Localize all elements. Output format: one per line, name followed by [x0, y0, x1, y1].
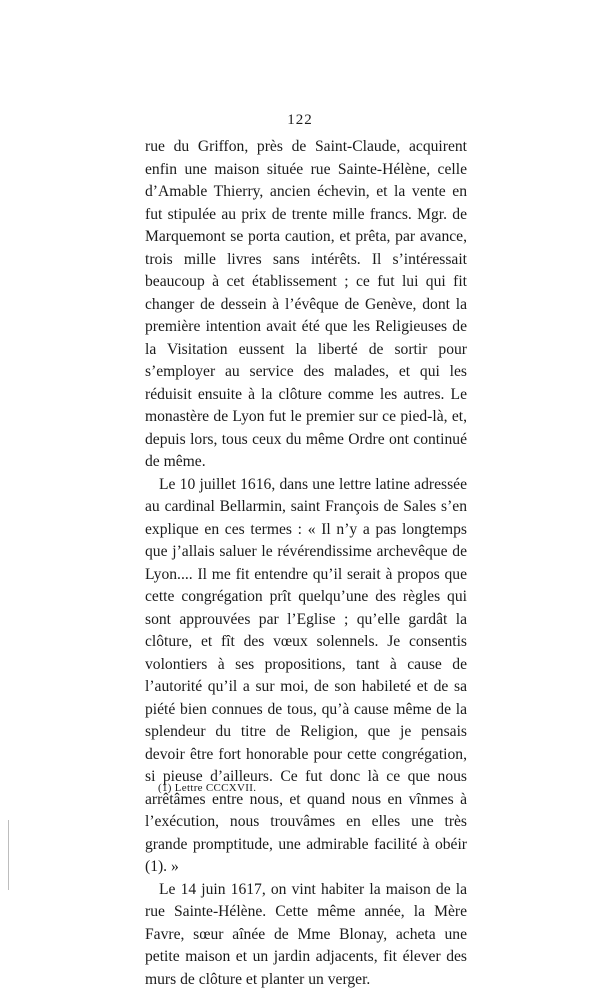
- footnote: (1) Lettre CCCXVII.: [158, 782, 256, 794]
- body-text: [145, 136, 467, 991]
- paragraph: Le 14 juin 1617, on vint habiter la maison de la rue Sainte-Hélène. Cette même année, la Mère Favre, sœur aînée de Mme Blonay, acheta une petite maison et un jardin adjacents, fit élever des murs de clôture et planter un verger.: [145, 879, 467, 991]
- paragraph: Le 10 juillet 1616, dans une lettre latine adressée au cardinal Bellarmin, saint François de Sales s’en explique en ces termes : « Il n’y a pas longtemps que j’allais saluer le révérendissime archevêque de Lyon.... Il me fit entendre qu’il serait à propos que cette congrégation prît quelqu’une des règles qui sont approuvées par l’Eglise ; qu’elle gardât la clôture, et fît des vœux solennels. Je consentis volontiers à ses propositions, tant à cause de l’autorité qu’il a sur moi, de son habileté et de sa piété bien connues de tous, qu’à cause même de la splendeur du titre de Religion, que je pensais devoir être fort honorable pour cette congrégation, si pieuse d’ailleurs. Ce fut donc là ce que nous arrêtâmes entre nous, et quand nous en vînmes à l’exécution, nous trouvâmes en elles une très grande promptitude, une admirable facilité à obéir (1). »: [145, 474, 467, 879]
- page-number: 122: [0, 112, 600, 129]
- scan-edge-mark: [8, 820, 9, 890]
- paragraph: rue du Griffon, près de Saint-Claude, acquirent enfin une maison située rue Sainte-Hélène, celle d’Amable Thierry, ancien échevin, et la vente en fut stipulée au prix de trente mille francs. Mgr. de Marquemont se porta caution, et prêta, par avance, trois mille livres sans intérêts. Il s’intéressait beaucoup à cet établissement ; ce fut lui qui fit changer de dessein à l’évêque de Genève, dont la première intention avait été que les Religieuses de la Visitation eussent la liberté de sortir pour s’employer au service des malades, et qui les réduisit ensuite à la clôture comme les autres. Le monastère de Lyon fut le premier sur ce pied-là, et, depuis lors, tous ceux du même Ordre ont continué de même.: [145, 136, 467, 474]
